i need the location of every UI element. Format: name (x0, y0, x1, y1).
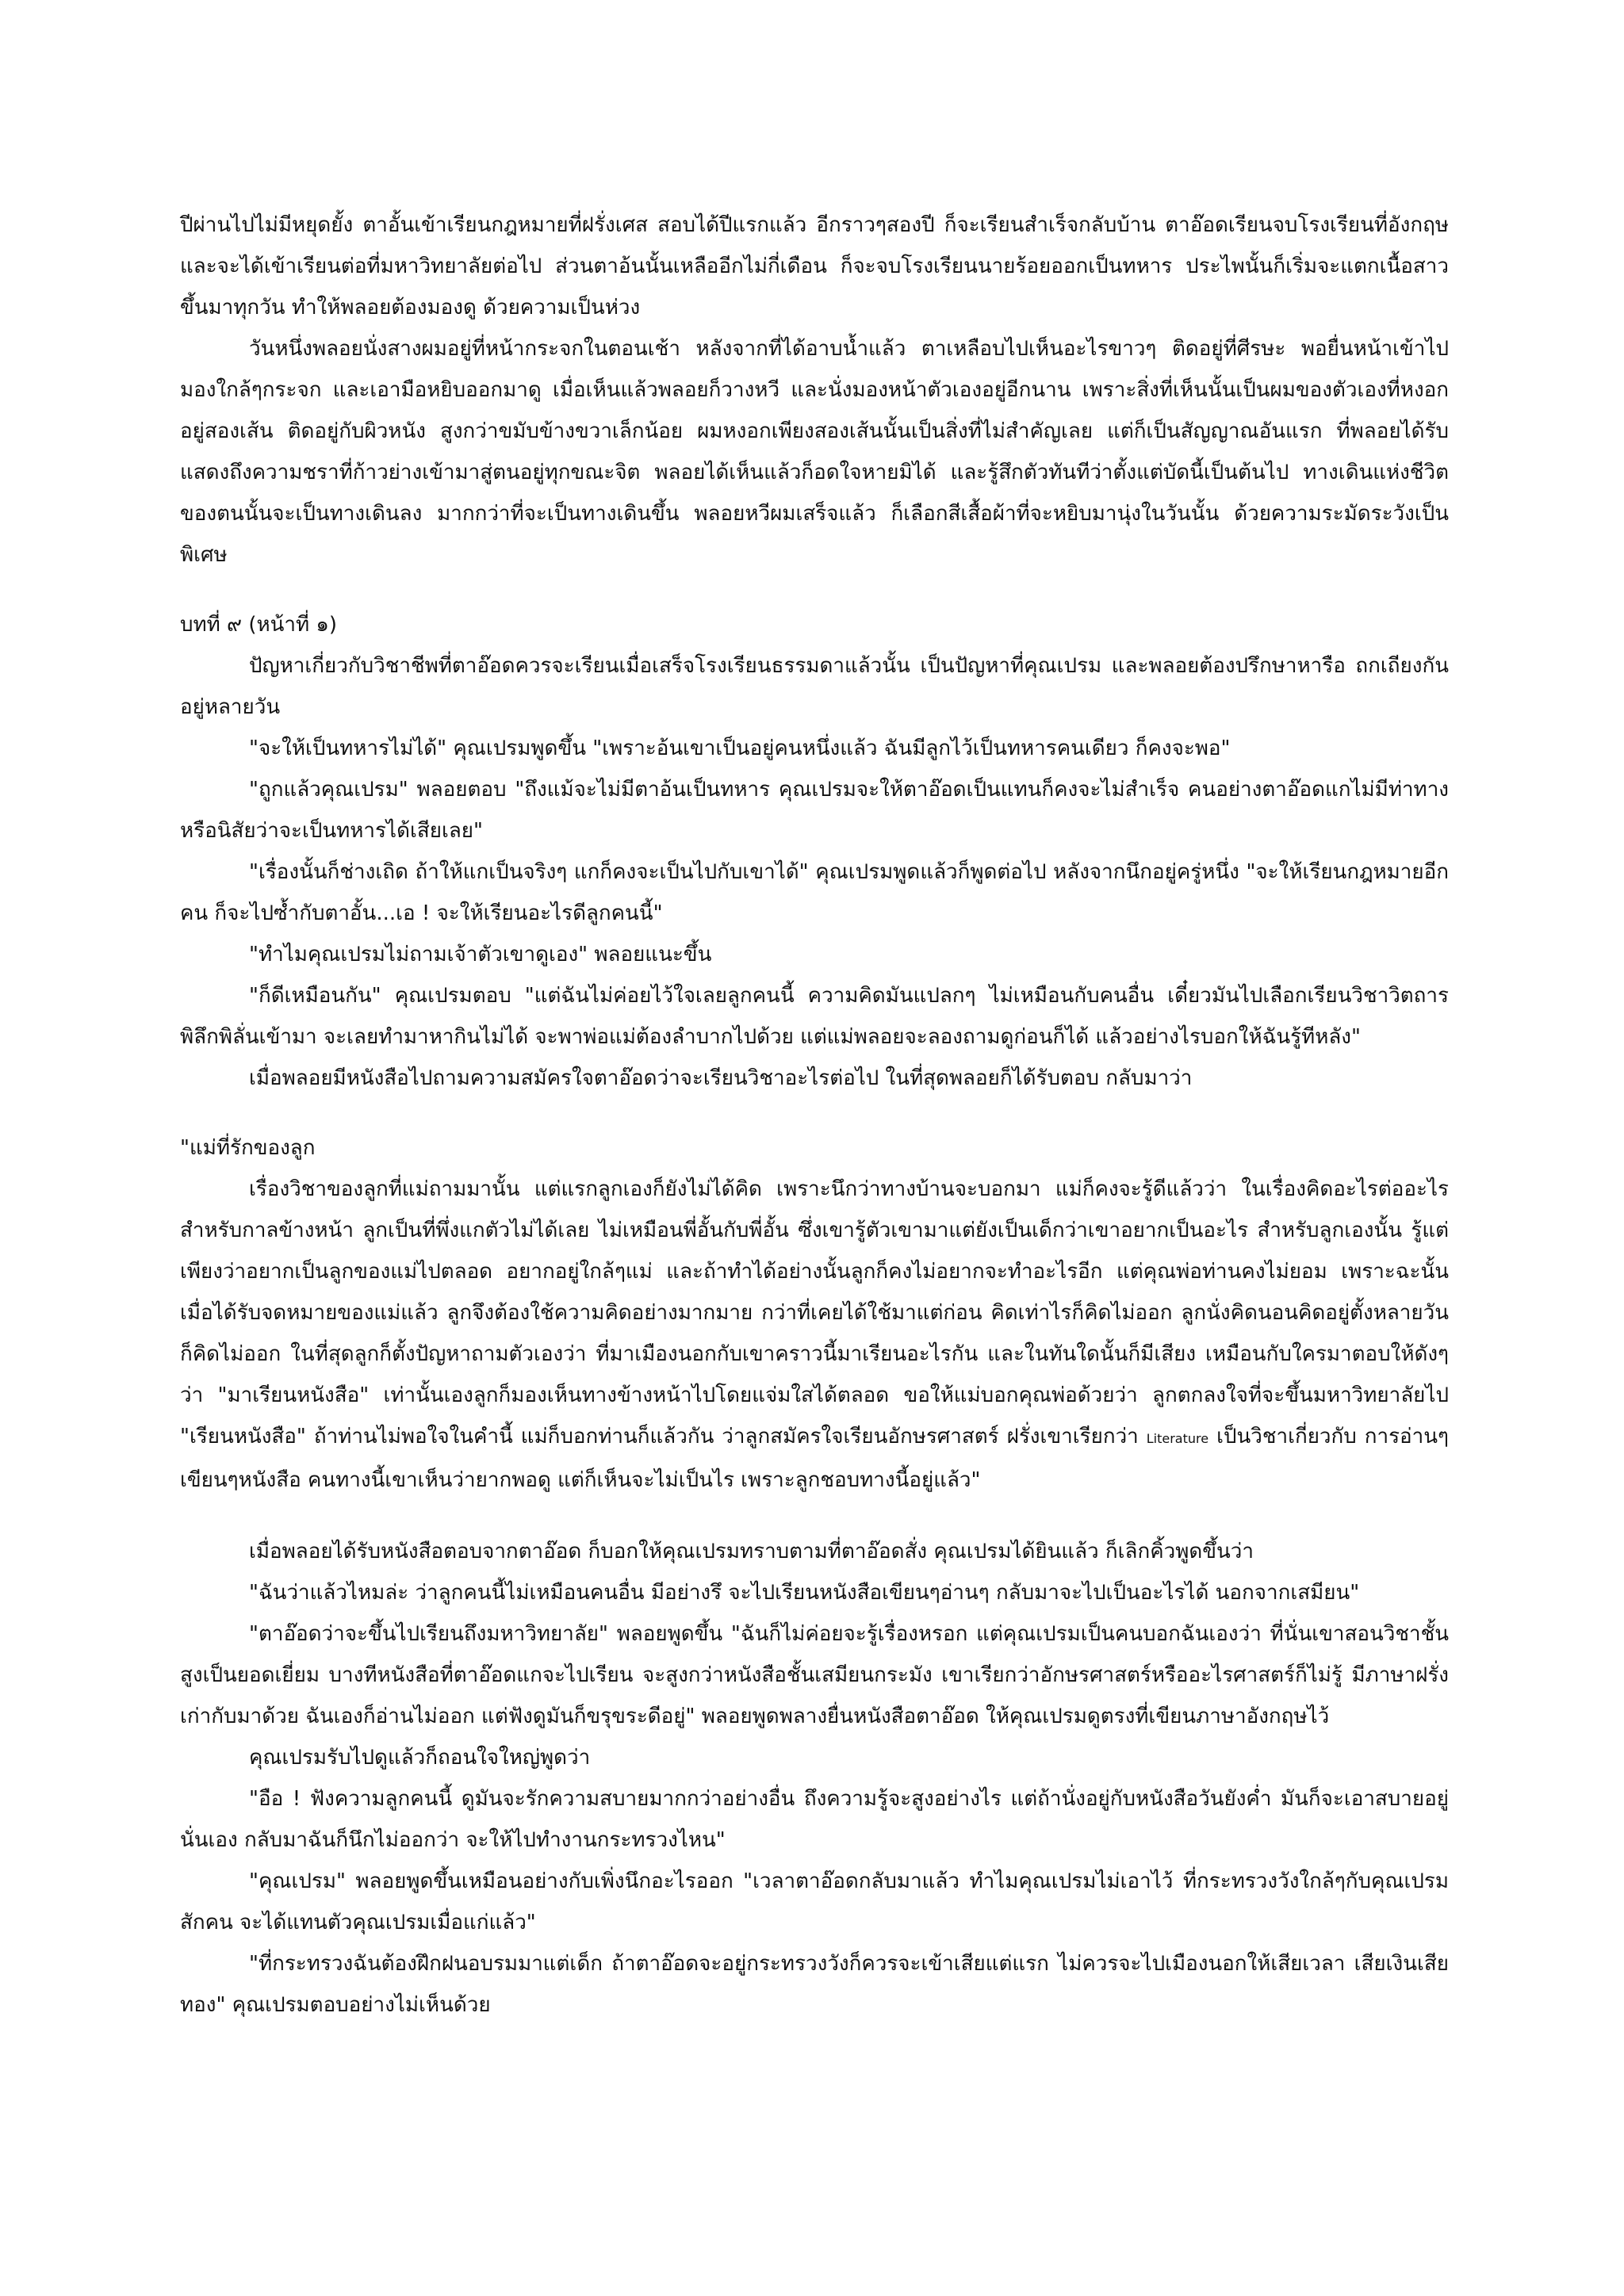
paragraph: ปีผ่านไปไม่มีหยุดยั้ง ตาอั้นเข้าเรียนกฎหมายที่ฝรั่งเศส สอบได้ปีแรกแล้ว อีกราวๆสองปี ก็จะเรียนสำเร็จกลับบ้าน ตาอ๊อดเรียนจบโรงเรียนที่อังกฤษ และจะได้เข้าเรียนต่อที่มหาวิทยาลัยต่อไป ส่วนตาอ้นนั้นเหลืออีกไม่กี่เดือน ก็จะจบโรงเรียนนายร้อยออกเป็นทหาร ประไพนั้นก็เริ่มจะแตกเนื้อสาวขึ้นมาทุกวัน ทำให้พลอยต้องมองดู ด้วยความเป็นห่วง (180, 213, 1449, 320)
letter-body (180, 1169, 1449, 1501)
paragraph: "จะให้เป็นทหารไม่ได้" คุณเปรมพูดขึ้น "เพราะอ้นเขาเป็นอยู่คนหนึ่งแล้ว ฉันมีลูกไว้เป็นทหารคนเดียว ก็คงจะพอ" (249, 737, 1231, 760)
paragraph: เมื่อพลอยมีหนังสือไปถามความสมัครใจตาอ๊อดว่าจะเรียนวิชาอะไรต่อไป ในที่สุดพลอยก็ได้รับตอบ กลับมาว่า (249, 1066, 1193, 1090)
paragraph: ปัญหาเกี่ยวกับวิชาชีพที่ตาอ๊อดควรจะเรียนเมื่อเสร็จโรงเรียนธรรมดาแล้วนั้น เป็นปัญหาที่คุณเปรม และพลอยต้องปรึกษาหารือ ถกเถียงกันอยู่หลายวัน (180, 654, 1449, 719)
paragraph: วันหนึ่งพลอยนั่งสางผมอยู่ที่หน้ากระจกในตอนเช้า หลังจากที่ได้อาบน้ำแล้ว ตาเหลือบไปเห็นอะไรขาวๆ ติดอยู่ที่ศีรษะ พอยื่นหน้าเข้าไปมองใกล้ๆกระจก และเอามือหยิบออกมาดู เมื่อเห็นแล้วพลอยก็วางหวี และนั่งมองหน้าตัวเองอยู่อีกนาน เพราะสิ่งที่เห็นนั้นเป็นผมของตัวเองที่หงอกอยู่สองเส้น ติดอยู่กับผิวหนัง สูงกว่าขมับข้างขวาเล็กน้อย ผมหงอกเพียงสองเส้นนั้นเป็นสิ่งที่ไม่สำคัญเลย แต่ก็เป็นสัญญาณอันแรก ที่พลอยได้รับ แสดงถึงความชราที่ก้าวย่างเข้ามาสู่ตนอยู่ทุกขณะจิต พลอยได้เห็นแล้วก็อดใจหายมิได้ และรู้สึกตัวทันทีว่าตั้งแต่บัดนี้เป็นต้นไป ทางเดินแห่งชีวิตของตนนั้นจะเป็นทางเดินลง มากกว่าที่จะเป็นทางเดินขึ้น พลอยหวีผมเสร็จแล้ว ก็เลือกสีเสื้อผ้าที่จะหยิบมานุ่งในวันนั้น ด้วยความระมัดระวังเป็นพิเศษ (180, 337, 1449, 567)
paragraph: "ตาอ๊อดว่าจะขึ้นไปเรียนถึงมหาวิทยาลัย" พลอยพูดขึ้น "ฉันก็ไม่ค่อยจะรู้เรื่องหรอก แต่คุณเปรมเป็นคนบอกฉันเองว่า ที่นั่นเขาสอนวิชาชั้นสูงเป็นยอดเยี่ยม บางทีหนังสือที่ตาอ๊อดแกจะไปเรียน จะสูงกว่าหนังสือชั้นเสมียนกระมัง เขาเรียกว่าอักษรศาสตร์หรืออะไรศาสตร์ก็ไม่รู้ มีภาษาฝรั่งเก่ากับมาด้วย ฉันเองก็อ่านไม่ออก แต่ฟังดูมันก็ขรุขระดีอยู่" พลอยพูดพลางยื่นหนังสือตาอ๊อด ให้คุณเปรมดูตรงที่เขียนภาษาอังกฤษไว้ (180, 1622, 1449, 1728)
paragraph: "เรื่องนั้นก็ช่างเถิด ถ้าให้แกเป็นจริงๆ แกก็คงจะเป็นไปกับเขาได้" คุณเปรมพูดแล้วก็พูดต่อไป หลังจากนึกอยู่ครู่หนึ่ง "จะให้เรียนกฎหมายอีกคน ก็จะไปซ้ำกับตาอั้น...เอ ! จะให้เรียนอะไรดีลูกคนนี้" (180, 860, 1449, 925)
paragraph: "ที่กระทรวงฉันต้องฝึกฝนอบรมมาแต่เด็ก ถ้าตาอ๊อดจะอยู่กระทรวงวังก็ควรจะเข้าเสียแต่แรก ไม่ควรจะไปเมืองนอกให้เสียเวลา เสียเงินเสียทอง" คุณเปรมตอบอย่างไม่เห็นด้วย (180, 1952, 1449, 2017)
letter-text-after: เป็นวิชาเกี่ยวกับ การอ่านๆเขียนๆหนังสือ คนทางนี้เขาเห็นว่ายากพอดู แต่ก็เห็นจะไม่เป็นไร เพราะลูกชอบทางนี้อยู่แล้ว" (180, 1425, 1450, 1492)
paragraph: "ถูกแล้วคุณเปรม" พลอยตอบ "ถึงแม้จะไม่มีตาอ้นเป็นทหาร คุณเปรมจะให้ตาอ๊อดเป็นแทนก็คงจะไม่สำเร็จ คนอย่างตาอ๊อดแกไม่มีท่าทาง หรือนิสัยว่าจะเป็นทหารได้เสียเลย" (180, 778, 1449, 843)
letter-text-before: เรื่องวิชาของลูกที่แม่ถามมานั้น แต่แรกลูกเองก็ยังไม่ได้คิด เพราะนึกว่าทางบ้านจะบอกมา แม่ก็คงจะรู้ดีแล้วว่า ในเรื่องคิดอะไรต่ออะไร สำหรับกาลข้างหน้า ลูกเป็นที่พึ่งแกตัวไม่ได้เลย ไม่เหมือนพี่อั้นกับพี่อั้น ซึ่งเขารู้ตัวเขามาแต่ยังเป็นเด็กว่าเขาอยากเป็นอะไร สำหรับลูกเองนั้น รู้แต่เพียงว่าอยากเป็นลูกของแม่ไปตลอด อยากอยู่ใกล้ๆแม่ และถ้าทำได้อย่างนั้นลูกก็คงไม่อยากจะทำอะไรอีก แต่คุณพ่อท่านคงไม่ยอม เพราะฉะนั้นเมื่อได้รับจดหมายของแม่แล้ว ลูกจึงต้องใช้ความคิดอย่างมากมาย กว่าที่เคยได้ใช้มาแต่ก่อน คิดเท่าไรก็คิดไม่ออก ลูกนั่งคิดนอนคิดอยู่ตั้งหลายวันก็คิดไม่ออก ในที่สุดลูกก็ตั้งปัญหาถามตัวเองว่า ที่มาเมืองนอกกับเขาคราวนี้มาเรียนอะไรกัน และในทันใดนั้นก็มีเสียง เหมือนกับใครมาตอบให้ดังๆว่า "มาเรียนหนังสือ" เท่านั้นเองลูกก็มองเห็นทางข้างหน้าไปโดยแจ่มใสได้ตลอด ขอให้แม่บอกคุณพ่อด้วยว่า ลูกตกลงใจที่จะขึ้นมหาวิทยาลัยไป "เรียนหนังสือ" ถ้าท่านไม่พอใจในคำนี้ แม่ก็บอกท่านก็แล้วกัน ว่าลูกสมัครใจเรียนอักษรศาสตร์ ฝรั่งเขาเรียกว่า (180, 1177, 1449, 1448)
paragraph: เมื่อพลอยได้รับหนังสือตอบจากตาอ๊อด ก็บอกให้คุณเปรมทราบตามที่ตาอ๊อดสั่ง คุณเปรมได้ยินแล้ว ก็เลิกคิ้วพูดขึ้นว่า (249, 1540, 1254, 1563)
latin-word: Literature (1146, 1431, 1209, 1446)
document-body (180, 205, 1449, 2026)
chapter-heading: บทที่ ๙ (หน้าที่ ๑) (180, 613, 338, 637)
paragraph: "คุณเปรม" พลอยพูดขึ้นเหมือนอย่างกับเพิ่งนึกอะไรออก "เวลาตาอ๊อดกลับมาแล้ว ทำไมคุณเปรมไม่เอาไว้ ที่กระทรวงวังใกล้ๆกับคุณเปรมสักคน จะได้แทนตัวคุณเปรมเมื่อแก่แล้ว" (180, 1869, 1449, 1934)
paragraph: "ทำไมคุณเปรมไม่ถามเจ้าตัวเขาดูเอง" พลอยแนะขึ้น (249, 943, 712, 966)
paragraph: "อือ ! ฟังความลูกคนนี้ ดูมันจะรักความสบายมากกว่าอย่างอื่น ถึงความรู้จะสูงอย่างไร แต่ถ้านั่งอยู่กับหนังสือวันยังค่ำ มันก็จะเอาสบายอยู่นั่นเอง กลับมาฉันก็นึกไม่ออกว่า จะให้ไปทำงานกระทรวงไหน" (180, 1787, 1449, 1852)
paragraph: "ฉันว่าแล้วไหมล่ะ ว่าลูกคนนี้ไม่เหมือนคนอื่น มีอย่างรึ จะไปเรียนหนังสือเขียนๆอ่านๆ กลับมาจะไปเป็นอะไรได้ นอกจากเสมียน" (249, 1581, 1360, 1605)
paragraph: คุณเปรมรับไปดูแล้วก็ถอนใจใหญ่พูดว่า (249, 1746, 591, 1770)
paragraph: "ก็ดีเหมือนกัน" คุณเปรมตอบ "แต่ฉันไม่ค่อยไว้ใจเลยลูกคนนี้ ความคิดมันแปลกๆ ไม่เหมือนกับคนอื่น เดี๋ยวมันไปเลือกเรียนวิชาวิตถาร พิลึกพิลั่นเข้ามา จะเลยทำมาหากินไม่ได้ จะพาพ่อแม่ต้องลำบากไปด้วย แต่แม่พลอยจะลองถามดูก่อนก็ได้ แล้วอย่างไรบอกให้ฉันรู้ทีหลัง" (180, 984, 1449, 1049)
letter-salutation: "แม่ที่รักของลูก (180, 1136, 316, 1160)
